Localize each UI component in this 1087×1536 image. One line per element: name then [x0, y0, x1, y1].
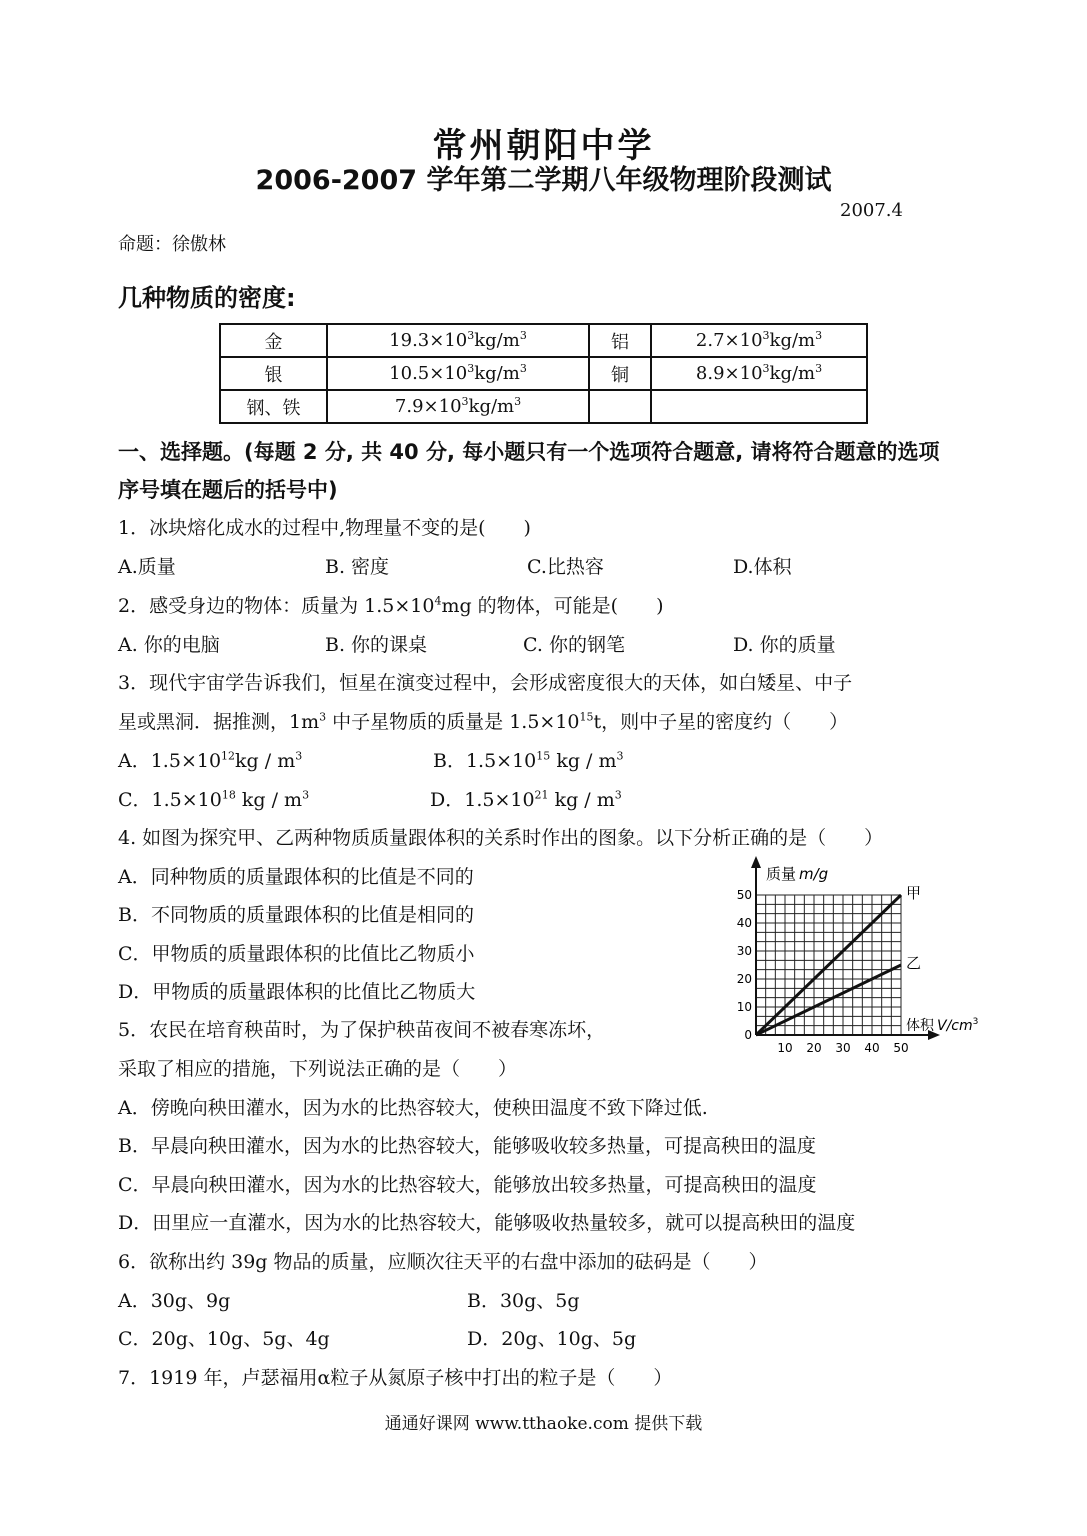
x-tick-label: 40 [864, 1041, 880, 1055]
q4-option-c: C．甲物质的质量跟体积的比值比乙物质小 [118, 943, 475, 965]
y-tick-label: 20 [736, 972, 752, 986]
series-label: 甲 [906, 884, 922, 902]
density-heading: 几种物质的密度: [118, 284, 296, 312]
x-axis-label: 体积 $V/cm^3$ [906, 1017, 979, 1034]
y-tick-label: 0 [744, 1028, 752, 1042]
y-tick-label: 30 [736, 944, 752, 958]
y-tick-label: 10 [736, 1000, 752, 1014]
q4-option-b: B．不同物质的质量跟体积的比值是相同的 [118, 904, 474, 926]
density-cell: $7.9\times 10^3kg/m^3$ [327, 390, 589, 423]
y-tick-label: 40 [736, 916, 752, 930]
q5-option-c: C．早晨向秧田灌水，因为水的比热容较大，能够放出较多热量，可提高秧田的温度 [118, 1174, 817, 1196]
material-cell: 铜 [589, 357, 651, 390]
y-axis-label: 质量 m/g [766, 865, 829, 883]
y-tick-label: 50 [736, 888, 752, 902]
author-line: 命题：徐傲林 [118, 234, 226, 255]
x-tick-label: 20 [806, 1041, 822, 1055]
q2-option-c: C. 你的钢笔 [523, 634, 625, 656]
q5-stem-line1: 5．农民在培育秧苗时，为了保护秧苗夜间不被春寒冻坏， [118, 1019, 606, 1041]
density-table [219, 323, 868, 424]
x-tick-label: 10 [777, 1041, 793, 1055]
q2-option-b: B. 你的课桌 [325, 634, 428, 656]
q3-option-d: D．$1.5\times 10^{21}$ kg / $m^3$ [430, 788, 622, 811]
density-cell: $8.9\times 10^3kg/m^3$ [651, 357, 867, 390]
x-tick-label: 50 [893, 1041, 909, 1055]
footer-source: 通通好课网 www.tthaoke.com 提供下载 [384, 1414, 703, 1434]
material-cell: 金 [220, 324, 327, 357]
q2-stem: 2．感受身边的物体：质量为 $1.5\times 10^4mg$ 的物体，可能是( ) [118, 594, 664, 617]
section1-title-cont: 序号填在题后的括号中) [118, 478, 338, 502]
mass-volume-graph [730, 850, 1000, 1060]
q1-option-a: A.质量 [118, 556, 176, 578]
material-cell: 银 [220, 357, 327, 390]
q4-option-a: A．同种物质的质量跟体积的比值是不同的 [118, 866, 474, 888]
table-row [220, 390, 867, 423]
q1-stem: 1．冰块熔化成水的过程中,物理量不变的是( ) [118, 517, 531, 539]
y-axis-arrow [751, 856, 761, 868]
q2-option-d: D. 你的质量 [733, 634, 836, 656]
q4-option-d: D．甲物质的质量跟体积的比值比乙物质大 [118, 981, 476, 1003]
q2-option-a: A. 你的电脑 [118, 634, 220, 656]
q5-option-a: A．傍晚向秧田灌水，因为水的比热容较大，使秧田温度不致下降过低. [118, 1097, 708, 1119]
exam-title: 2006-2007 学年第二学期八年级物理阶段测试 [255, 165, 832, 196]
q5-option-d: D．田里应一直灌水，因为水的比热容较大，能够吸收热量较多，就可以提高秧田的温度 [118, 1212, 856, 1234]
q3-option-a: A．$1.5\times 10^{12}kg / m^3$ [118, 749, 303, 772]
density-cell: $19.3\times 10^3kg/m^3$ [327, 324, 589, 357]
material-cell: 铝 [589, 324, 651, 357]
density-cell: $2.7\times 10^3kg/m^3$ [651, 324, 867, 357]
density-cell: $10.5\times 10^3kg/m^3$ [327, 357, 589, 390]
section1-title: 一、选择题。(每题 2 分, 共 40 分, 每小题只有一个选项符合题意, 请将符合题意的选项 [118, 440, 940, 464]
q1-option-c: C.比热容 [527, 556, 604, 578]
school-title: 常州朝阳中学 [432, 126, 655, 166]
exam-date: 2007.4 [840, 200, 903, 221]
q4-stem: 4. 如图为探究甲、乙两种物质质量跟体积的关系时作出的图象。以下分析正确的是（ ） [118, 827, 884, 849]
q6-option-b: B．30g、5g [467, 1290, 580, 1312]
q5-stem-line2: 采取了相应的措施，下列说法正确的是（ ） [118, 1058, 518, 1080]
q1-option-b: B. 密度 [325, 556, 390, 578]
q6-stem: 6．欲称出约 39g 物品的质量，应顺次往天平的右盘中添加的砝码是（ ） [118, 1251, 768, 1273]
q3-stem-line2: 星或黑洞．据推测，$1m^3$ 中子星物质的质量是 $1.5\times 10^{15}t$，则中子星的密度约（ ） [118, 710, 849, 733]
series-label: 乙 [906, 954, 922, 972]
x-tick-label: 30 [835, 1041, 851, 1055]
q3-stem-line1: 3．现代宇宙学告诉我们，恒星在演变过程中，会形成密度很大的天体，如白矮星、中子 [118, 672, 853, 694]
q1-option-d: D.体积 [733, 556, 792, 578]
q7-stem: 7．1919 年，卢瑟福用α粒子从氮原子核中打出的粒子是（ ） [118, 1367, 673, 1389]
density-cell [651, 390, 867, 423]
table-row [220, 357, 867, 390]
q5-option-b: B．早晨向秧田灌水，因为水的比热容较大，能够吸收较多热量，可提高秧田的温度 [118, 1135, 816, 1157]
q3-option-b: B．$1.5\times 10^{15}$ kg / $m^3$ [433, 749, 624, 772]
q3-option-c: C．$1.5\times 10^{18}$ kg / $m^3$ [118, 788, 310, 811]
table-row [220, 324, 867, 357]
material-cell: 钢、铁 [220, 390, 327, 423]
q6-option-c: C．20g、10g、5g、4g [118, 1328, 330, 1350]
graph-series [756, 884, 921, 1035]
series-line-甲 [756, 895, 901, 1035]
q6-option-a: A．30g、9g [118, 1290, 231, 1312]
series-line-乙 [756, 965, 901, 1035]
material-cell [589, 390, 651, 423]
q6-option-d: D．20g、10g、5g [467, 1328, 637, 1350]
